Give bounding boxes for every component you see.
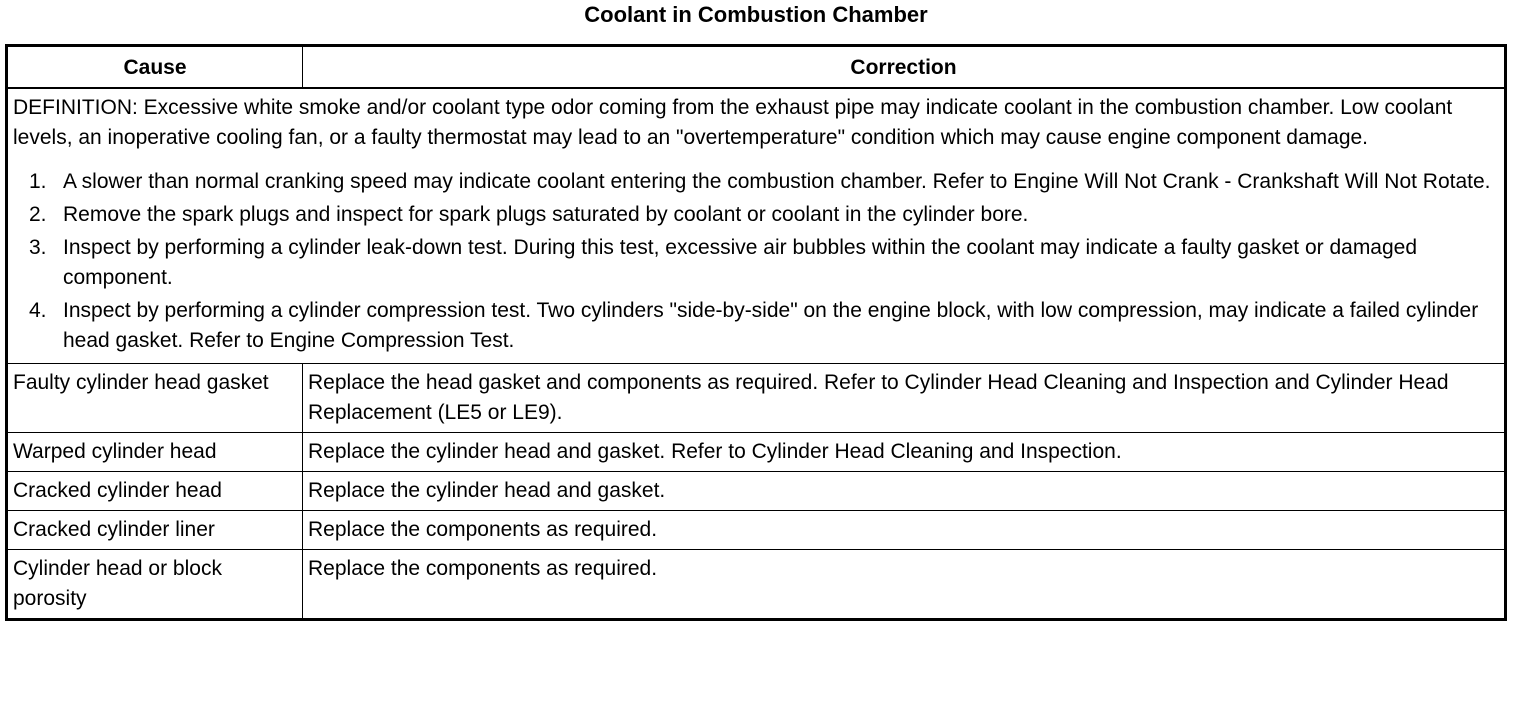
header-row: [7, 46, 1506, 89]
correction-cell: Replace the components as required.: [303, 550, 1506, 620]
table-row: [7, 550, 1506, 620]
correction-cell: Replace the cylinder head and gasket.: [303, 472, 1506, 511]
step-text: A slower than normal cranking speed may indicate coolant entering the combustion chamber. Refer to Engine Will Not Crank - Crankshaft Will Not Rotate.: [63, 170, 1491, 193]
cause-cell: Warped cylinder head: [7, 433, 303, 472]
column-header-cause: Cause: [7, 46, 303, 89]
step-text: Remove the spark plugs and inspect for spark plugs saturated by coolant or coolant in the cylinder bore.: [63, 203, 1029, 226]
definition-cell: [7, 88, 1506, 364]
table-row: [7, 511, 1506, 550]
step-text: Inspect by performing a cylinder compression test. Two cylinders "side-by-side" on the engine block, with low compression, may indicate a failed cylinder head gasket. Refer to Engine Compression Test.: [63, 299, 1479, 352]
step-number: 3.: [29, 236, 47, 259]
page-title: Coolant in Combustion Chamber: [584, 2, 928, 27]
diagnostic-step: [13, 200, 1499, 230]
cause-cell: Cylinder head or block porosity: [7, 550, 303, 620]
table-row: [7, 433, 1506, 472]
correction-cell: Replace the head gasket and components as required. Refer to Cylinder Head Cleaning and Inspection and Cylinder Head Replacement (LE5 or LE9).: [303, 364, 1506, 433]
troubleshooting-table: [5, 44, 1507, 621]
cause-cell: Cracked cylinder head: [7, 472, 303, 511]
correction-cell: Replace the components as required.: [303, 511, 1506, 550]
step-number: 1.: [29, 170, 47, 193]
definition-text: DEFINITION: Excessive white smoke and/or coolant type odor coming from the exhaust pipe may indicate coolant in the combustion chamber. Low coolant levels, an inoperative cooling fan, or a faulty thermostat may lead to an "overtemperature" condition which may cause engine component damage.: [13, 96, 1453, 149]
table-row: [7, 472, 1506, 511]
cause-cell: Cracked cylinder liner: [7, 511, 303, 550]
column-header-correction: Correction: [303, 46, 1506, 89]
definition-row: [7, 88, 1506, 364]
correction-cell: Replace the cylinder head and gasket. Refer to Cylinder Head Cleaning and Inspection.: [303, 433, 1506, 472]
diagnostic-steps-list: [13, 167, 1499, 356]
cause-cell: Faulty cylinder head gasket: [7, 364, 303, 433]
diagnostic-step: [13, 167, 1499, 197]
diagnostic-step: [13, 233, 1499, 293]
diagnostic-step: [13, 296, 1499, 356]
step-text: Inspect by performing a cylinder leak-down test. During this test, excessive air bubbles within the coolant may indicate a faulty gasket or damaged component.: [63, 236, 1418, 289]
step-number: 4.: [29, 299, 47, 322]
step-number: 2.: [29, 203, 47, 226]
table-row: [7, 364, 1506, 433]
